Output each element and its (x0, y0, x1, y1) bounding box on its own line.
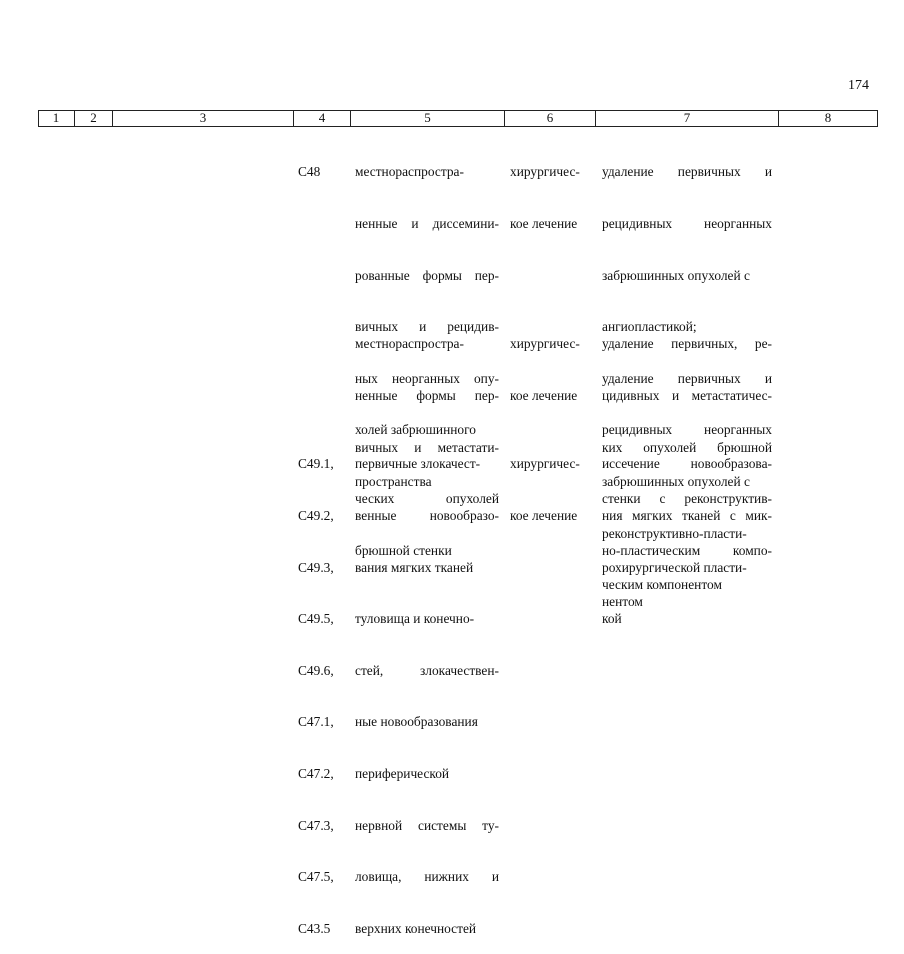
method-line: нентом (602, 594, 643, 610)
icd-code: C47.1, (298, 714, 334, 730)
diagnosis-cell (355, 421, 499, 954)
column-number-4: 4 (293, 110, 350, 126)
diagnosis-line: стей, злокачествен- (355, 662, 499, 678)
method-line: рецидивных неорганных (602, 216, 772, 232)
treatment-type-cell (510, 421, 580, 541)
diagnosis-line: холей забрюшинного (355, 422, 476, 438)
diagnosis-line: венные новообразо- (355, 508, 499, 524)
icd-code: C49.3, (298, 559, 334, 575)
treatment-type-cell (510, 129, 580, 249)
treatment-line: кое лечение (510, 216, 578, 232)
icd-code: C49.5, (298, 611, 334, 627)
treatment-line: кое лечение (510, 388, 578, 404)
method-line: ния мягких тканей с мик- (602, 508, 772, 524)
method-line: забрюшинных опухолей с (602, 474, 750, 490)
method-line: цидивных и метастатичес- (602, 388, 772, 404)
diagnosis-line: пространства (355, 474, 432, 490)
method-line: удаление первичных и (602, 370, 772, 386)
method-line: ангиопластикой; (602, 319, 697, 335)
diagnosis-line: ловища, нижних и (355, 869, 499, 885)
diagnosis-line: периферической (355, 766, 450, 782)
column-number-7: 7 (595, 110, 778, 126)
icd-code: C48 (298, 164, 321, 180)
diagnosis-line: вичных и рецидив- (355, 319, 499, 335)
diagnosis-line: рованные формы пер- (355, 267, 499, 283)
diagnosis-line: туловища и конечно- (355, 611, 475, 627)
diagnosis-line: ненные и диссемини- (355, 216, 499, 232)
diagnosis-line: вичных и метастати- (355, 439, 499, 455)
icd-code: C49.6, (298, 662, 334, 678)
treatment-line: хирургичес- (510, 164, 580, 180)
diagnosis-line: ные новообразования (355, 714, 478, 730)
icd-code: C47.5, (298, 869, 334, 885)
icd-code: C49.1, (298, 456, 334, 472)
column-number-6: 6 (504, 110, 595, 126)
method-line: удаление первичных, ре- (602, 336, 772, 352)
method-line: но-пластическим компо- (602, 542, 772, 558)
diagnosis-line: первичные злокачест- (355, 456, 481, 472)
icd-code-cell (298, 129, 320, 198)
method-line: стенки с реконструктив- (602, 491, 772, 507)
diagnosis-line: местнораспростра- (355, 336, 464, 352)
diagnosis-line: вания мягких тканей (355, 559, 474, 575)
diagnosis-line: нервной системы ту- (355, 817, 499, 833)
icd-code: C47.2, (298, 766, 334, 782)
column-number-5: 5 (350, 110, 504, 126)
treatment-type-cell (510, 301, 580, 421)
treatment-line: хирургичес- (510, 336, 580, 352)
method-line: забрюшинных опухолей с (602, 267, 750, 283)
column-number-2: 2 (74, 110, 112, 126)
method-line: ческим компонентом (602, 577, 722, 593)
diagnosis-line: ных неорганных опу- (355, 370, 499, 386)
treatment-line: хирургичес- (510, 456, 580, 472)
method-line: реконструктивно-пласти- (602, 525, 747, 541)
diagnosis-line: брюшной стенки (355, 542, 452, 558)
column-number-8: 8 (778, 110, 877, 126)
treatment-line: кое лечение (510, 508, 578, 524)
diagnosis-line: местнораспростра- (355, 164, 464, 180)
method-line: ких опухолей брюшной (602, 439, 772, 455)
method-line: удаление первичных и (602, 164, 772, 180)
diagnosis-line: ненные формы пер- (355, 388, 499, 404)
method-line: рохирургической пласти- (602, 559, 747, 575)
icd-code-cell (298, 421, 334, 954)
icd-code: C43.5 (298, 920, 331, 936)
treatment-method-cell (602, 421, 772, 645)
column-number-3: 3 (112, 110, 293, 126)
diagnosis-line: ческих опухолей (355, 491, 499, 507)
method-line: рецидивных неорганных (602, 422, 772, 438)
diagnosis-line: верхних конечностей (355, 920, 477, 936)
icd-code: C47.3, (298, 817, 334, 833)
icd-code: C49.2, (298, 508, 334, 524)
page-number: 174 (848, 78, 869, 93)
method-line: кой (602, 611, 622, 627)
column-number-1: 1 (52, 110, 60, 125)
method-line: иссечение новообразова- (602, 456, 772, 472)
